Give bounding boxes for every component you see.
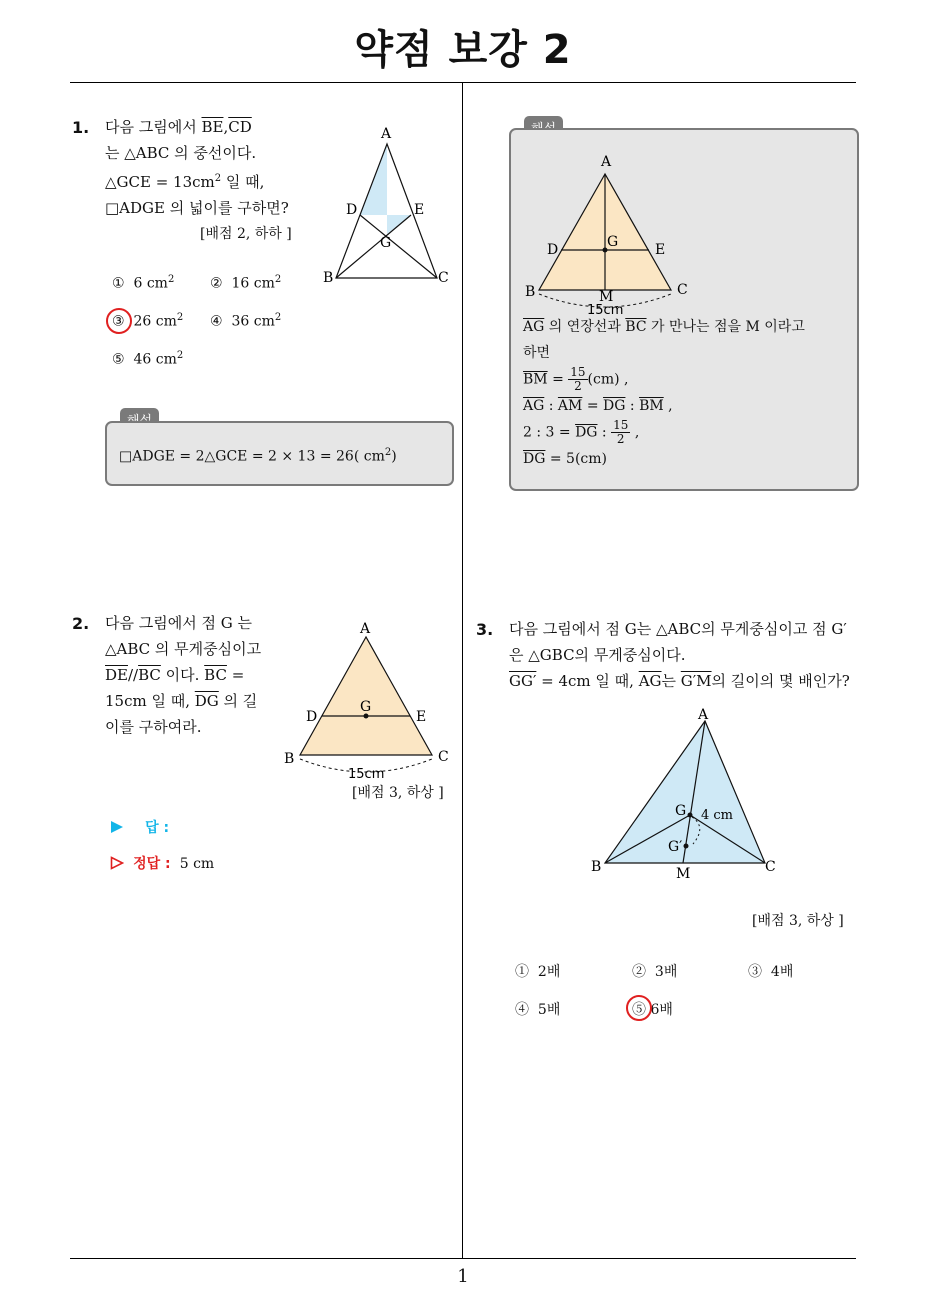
q1-line3-exp: 2 [214, 173, 222, 184]
question-1-number: 1. [72, 118, 90, 137]
fraction [568, 366, 587, 393]
label-c: C [677, 282, 688, 298]
question-3-score: [배점 3, 하상 ] [752, 913, 844, 929]
label-b: B [591, 859, 602, 875]
text: = 4cm 일 때, [536, 672, 639, 690]
choice-mark: ③ [112, 313, 125, 330]
label-a: A [381, 126, 392, 142]
correct-label: 정답 : [133, 856, 171, 872]
q3-line1: 다음 그림에서 점 G는 △ABC의 무게중심이고 점 G′ [509, 620, 847, 638]
q2-line1: 다음 그림에서 점 G 는 [105, 614, 252, 632]
label-g-prime: G′ [668, 839, 683, 855]
q1-line1-prefix: 다음 그림에서 [105, 118, 202, 136]
median-be [336, 215, 411, 278]
q2-solution-box [509, 128, 859, 491]
text: 가 만나는 점을 M 이라고 [646, 319, 805, 335]
question-2-figure [278, 615, 458, 785]
segment-cd: $\overline{CD}$ [228, 118, 252, 136]
q1-line4: □ADGE 의 넓이를 구하면? [105, 199, 289, 217]
choice-mark: ④ [515, 1002, 529, 1018]
denominator: 2 [616, 432, 625, 446]
question-3-figure [585, 705, 785, 885]
q1-solution-box [105, 421, 454, 486]
question-1-text: 다음 그림에서 $\overline{BE},\overline{CD}$ 는 △ABC 의 중선이다. △GCE = $13cm^2$ 일 때, □ADGE 의 넓이를 구하면? [105, 114, 305, 221]
label-b: B [323, 270, 334, 286]
choice-mark: ⑤ [112, 351, 125, 368]
label-d: D [306, 709, 318, 725]
label-m: M [676, 866, 691, 882]
choice-mark: ① [112, 275, 125, 292]
seg-ag: $\overline{AG}$ [523, 398, 545, 414]
choice-mark: ① [515, 964, 529, 980]
seg-ag: $\overline{AG}$ [638, 672, 662, 690]
label-c: C [438, 270, 449, 286]
text: 는 [661, 672, 681, 690]
choice-exp: 2 [274, 274, 282, 285]
page-number: 1 [457, 1266, 469, 1287]
text: // [127, 666, 139, 684]
label-g: G [360, 699, 372, 715]
q3-choice-3[interactable] [748, 961, 793, 981]
selected-answer-circle [626, 995, 652, 1021]
seg-ag: $\overline{AG}$ [523, 319, 545, 335]
question-2-number: 2. [72, 614, 90, 633]
seg-gm: G′M [680, 672, 712, 690]
solution-exp: 2 [384, 447, 392, 458]
text: = [582, 398, 604, 414]
label-a: A [601, 154, 612, 170]
triangle-abc [300, 637, 432, 755]
q1-choice-5[interactable] [112, 350, 183, 368]
answer-row[interactable] [110, 817, 169, 837]
choice-exp: 2 [176, 312, 184, 323]
seg-bc: $\overline{BC}$ [204, 666, 227, 684]
seg-dg: $\overline{DG}$ [603, 398, 626, 414]
seg-de: $\overline{DE}$ [105, 666, 128, 684]
seg-dg: $\overline{DG}$ [523, 451, 546, 467]
label-b: B [525, 284, 536, 300]
q1-line3-suffix: 일 때, [221, 173, 265, 191]
seg-dg: $\overline{DG}$ [575, 424, 598, 441]
label-e: E [414, 202, 425, 218]
choice-value: 16 cm [231, 275, 275, 292]
text: : [625, 398, 640, 414]
length-label: 4 cm [701, 808, 734, 823]
text: 의 연장선과 [544, 319, 626, 335]
correct-answer-row [110, 853, 214, 873]
text: (cm) , [587, 371, 629, 388]
denominator: 2 [574, 379, 582, 393]
seg-bm: $\overline{BM}$ [523, 371, 548, 388]
q1-solution-text [119, 440, 397, 470]
text: 2 : 3 = [523, 424, 576, 441]
label-e: E [655, 242, 666, 258]
q1-line3: △GCE = 13cm [105, 173, 215, 191]
column-divider [462, 83, 463, 1258]
text: 하면 [523, 345, 551, 361]
choice-exp: 2 [167, 274, 175, 285]
play-icon [110, 820, 124, 834]
label-m: M [599, 289, 614, 305]
question-3-number: 3. [476, 620, 494, 639]
choice-value: 2배 [537, 964, 561, 980]
label-c: C [438, 749, 449, 765]
footer-rule [70, 1258, 856, 1259]
q2-solution-text [523, 314, 848, 472]
q1-choice-4[interactable] [210, 312, 281, 330]
choice-value: 46 cm [133, 351, 177, 368]
text: 의 길이의 몇 배인가? [711, 672, 850, 690]
segment-be: $\overline{BE}$ [201, 118, 224, 136]
correct-value: 5 cm [179, 856, 215, 872]
choice-exp: 2 [274, 312, 282, 323]
text: : [544, 398, 558, 414]
centroid-g2-dot [684, 844, 689, 849]
label-d: D [346, 202, 358, 218]
choice-value: 6 cm [133, 275, 168, 292]
choice-mark: ③ [748, 964, 762, 980]
question-3-text [509, 616, 859, 694]
label-d: D [547, 242, 559, 258]
q3-choice-1[interactable] [515, 961, 560, 981]
choice-mark: ② [210, 275, 223, 292]
text: = [226, 666, 245, 684]
answer-label: 답 : [145, 820, 170, 836]
triangle-abc [605, 721, 765, 863]
seg-bc: $\overline{BC}$ [138, 666, 161, 684]
q3-choice-2[interactable] [632, 961, 677, 981]
choice-value: 4배 [770, 964, 794, 980]
label-a: A [698, 707, 709, 723]
label-g: G [675, 803, 687, 819]
choice-mark: ② [632, 964, 646, 980]
q3-choice-4[interactable] [515, 999, 560, 1019]
seg-dg: $\overline{DG}$ [194, 692, 219, 710]
text: 의 길 [218, 692, 258, 710]
seg-bm: $\overline{BM}$ [639, 398, 664, 414]
label-a: A [360, 621, 371, 637]
choice-mark: ⑤ [632, 1002, 646, 1018]
choice-value: 3배 [654, 964, 678, 980]
question-2-text [105, 610, 267, 740]
selected-answer-circle [106, 308, 132, 334]
header-rule [70, 82, 856, 83]
question-1-score: [배점 2, 하하 ] [200, 226, 292, 242]
page-title: 약점 보강 2 [354, 27, 572, 73]
seg-bc: $\overline{BC}$ [625, 319, 647, 335]
solution-figure [519, 148, 699, 318]
text: , [630, 424, 640, 441]
q3-line2: 은 △GBC의 무게중심이다. [509, 646, 686, 664]
label-g: G [380, 235, 392, 251]
choice-value: 5배 [537, 1002, 561, 1018]
question-1-figure [320, 122, 455, 287]
label-e: E [416, 709, 427, 725]
text: = 5(cm) [545, 451, 607, 467]
label-g: G [607, 234, 619, 250]
choice-value: 26 cm [133, 313, 177, 330]
q1-choice-1[interactable] [112, 274, 174, 292]
text: 15cm 일 때, [105, 692, 195, 710]
label-b: B [284, 751, 295, 767]
text: : [597, 424, 612, 441]
question-2-score: [배점 3, 하상 ] [352, 785, 444, 801]
choice-mark: ④ [210, 313, 223, 330]
choice-value: 6배 [650, 1002, 673, 1018]
q1-line2: 는 △ABC 의 중선이다. [105, 144, 257, 162]
text: = [547, 371, 569, 388]
centroid-g-dot [688, 813, 693, 818]
seg-am: $\overline{AM}$ [557, 398, 583, 414]
q2-line2: △ABC 의 무게중심이고 [105, 640, 262, 658]
q1-choice-2[interactable] [210, 274, 281, 292]
text: 이다. [160, 666, 205, 684]
numerator: 15 [570, 365, 586, 379]
label-c: C [765, 859, 776, 875]
choice-exp: 2 [176, 350, 184, 361]
length-label: 15cm [587, 303, 624, 318]
q2-line5: 이를 구하여라. [105, 718, 202, 736]
solution-main: □ADGE = 2△GCE = 2 × 13 = 26( cm [119, 448, 385, 465]
fraction [611, 419, 630, 446]
text: , [663, 398, 673, 414]
choice-value: 36 cm [231, 313, 275, 330]
play-outline-icon [110, 856, 124, 870]
length-label: 15cm [348, 767, 385, 782]
numerator: 15 [613, 418, 629, 432]
solution-close: ) [391, 448, 397, 465]
seg-gg: GG′ [509, 672, 537, 690]
